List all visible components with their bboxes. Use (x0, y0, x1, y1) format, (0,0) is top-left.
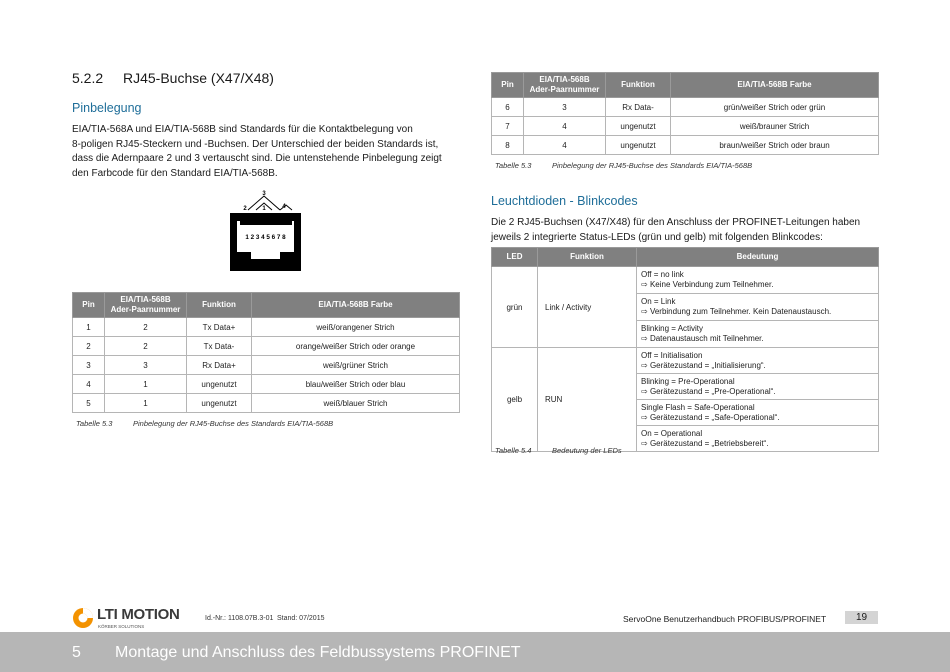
table-row: 1 2 Tx Data+ weiß/orangener Strich (73, 318, 460, 337)
section-title: RJ45-Buchse (X47/X48) (123, 70, 274, 86)
table-row: 5 1 ungenutzt weiß/blauer Strich (73, 394, 460, 413)
table-row: 3 3 Rx Data+ weiß/grüner Strich (73, 356, 460, 375)
header-pair: EIA/TIA-568B Ader-Paarnummer (105, 293, 187, 318)
led-table (491, 247, 879, 452)
pinbelegung-heading: Pinbelegung (72, 101, 142, 115)
chapter-title: Montage und Anschluss des Feldbussystems PROFINET (115, 644, 521, 661)
pin-label: 3 (262, 191, 266, 197)
table-header-row: LED Funktion Bedeutung (492, 248, 879, 267)
leds-heading: Leuchtdioden - Blinkcodes (491, 194, 638, 208)
header-color: EIA/TIA-568B Farbe (252, 293, 460, 318)
rj45-connector-diagram (228, 188, 304, 272)
page-number: 19 (845, 611, 878, 624)
leds-paragraph: Die 2 RJ45-Buchsen (X47/X48) für den Anschluss der PROFINET-Leitungen haben jeweils 2 integrierte Status-LEDs (grün und gelb) mit folgenden Blinkcodes: (491, 217, 861, 243)
pin-label: 1 (262, 206, 266, 212)
paragraph-line: 8-poligen RJ45-Steckern und -Buchsen. Der Unterschied der beiden Standards ist, (72, 138, 439, 150)
paragraph-line: dass die Adernpaare 2 und 3 vertauscht sind. Die untenstehende Pinbelegung zeigt (72, 153, 442, 164)
table-row: 6 3 Rx Data- grün/weißer Strich oder grün (492, 98, 879, 117)
table-caption-right: Tabelle 5.3 Pinbelegung der RJ45-Buchse des Standards EIA/TIA-568B (495, 161, 753, 170)
lti-logo-icon (72, 607, 94, 629)
table-row: 8 4 ungenutzt braun/weißer Strich oder braun (492, 136, 879, 155)
chapter-number: 5 (72, 644, 81, 661)
footer-stand: Stand: 07/2015 (277, 615, 325, 622)
table-row: Single Flash = Safe-Operational ⇨ Gerätezustand = „Safe-Operational“. (492, 400, 879, 426)
logo-subtext: KÖRBER SOLUTIONS (98, 624, 145, 629)
table-caption-left: Tabelle 5.3 Pinbelegung der RJ45-Buchse des Standards EIA/TIA-568B (76, 419, 334, 428)
footer-manual-title: ServoOne Benutzerhandbuch PROFIBUS/PROFINET (623, 614, 827, 624)
pin-table-left (72, 292, 460, 413)
table-row: 2 2 Tx Data- orange/weißer Strich oder orange (73, 337, 460, 356)
table-row: 4 1 ungenutzt blau/weißer Strich oder blau (73, 375, 460, 394)
footer-id: Id.-Nr.: 1108.07B.3-01 (205, 615, 274, 622)
paragraph-line: den Farbcode für den Standard EIA/TIA-568B. (72, 167, 278, 179)
table-header-row: Pin EIA/TIA-568B Ader-Paarnummer Funktion EIA/TIA-568B Farbe (492, 73, 879, 98)
table-row: gelb RUN Off = Initialisation ⇨ Gerätezustand = „Initialisierung“. (492, 348, 879, 374)
table-header-row (73, 293, 460, 318)
pin-table-right (491, 72, 879, 155)
led-yellow: gelb (492, 348, 538, 452)
pins-row-label: 1 2 3 4 5 6 7 8 (245, 234, 286, 241)
pinbelegung-paragraph (72, 123, 452, 181)
logo-text: LTI MOTION (97, 606, 180, 623)
table-row: Blinking = Activity ⇨ Datenaustausch mit Teilnehmer. (492, 321, 879, 348)
pin-label: 2 (243, 206, 247, 212)
pin-label: 4 (282, 204, 286, 210)
led-green: grün (492, 267, 538, 348)
table-row: 7 4 ungenutzt weiß/brauner Strich (492, 117, 879, 136)
led-table-caption: Tabelle 5.4 Bedeutung der LEDs (495, 446, 622, 455)
header-function: Funktion (187, 293, 252, 318)
table-row: On = Link ⇨ Verbindung zum Teilnehmer. Kein Datenaustausch. (492, 294, 879, 321)
table-row: On = Operational ⇨ Gerätezustand = „Betriebsbereit“. (492, 426, 879, 452)
paragraph-line: EIA/TIA-568A und EIA/TIA-568B sind Standards für die Kontaktbelegung von (72, 124, 413, 135)
section-number: 5.2.2 (72, 70, 104, 86)
table-row: grün Link / Activity Off = no link ⇨ Keine Verbindung zum Teilnehmer. (492, 267, 879, 294)
table-row: Blinking = Pre-Operational ⇨ Gerätezustand = „Pre-Operational“. (492, 374, 879, 400)
connector-contacts (240, 221, 292, 225)
header-pin: Pin (73, 293, 105, 318)
